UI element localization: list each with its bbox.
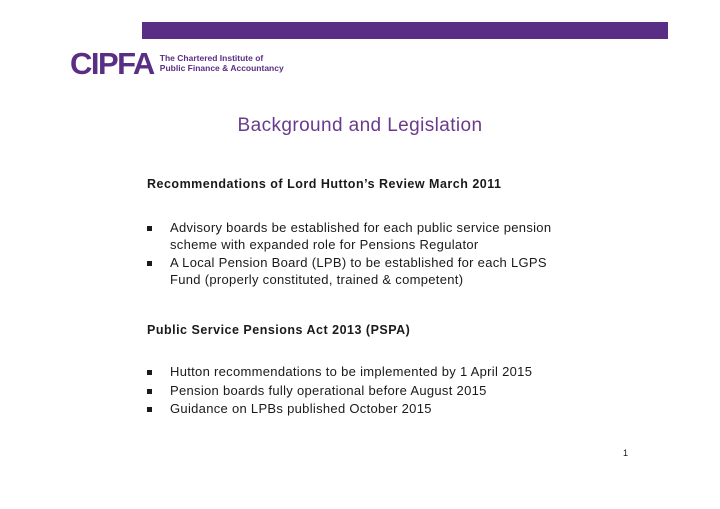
bullet-list-hutton-review	[147, 220, 567, 290]
bullet-text: Guidance on LPBs published October 2015	[170, 401, 432, 416]
section-heading-hutton-review: Recommendations of Lord Hutton’s Review March 2011	[147, 177, 502, 191]
bullet-text: Hutton recommendations to be implemented by 1 April 2015	[170, 364, 533, 379]
bullet-icon	[147, 226, 152, 231]
bullet-list-pspa	[147, 364, 567, 420]
bullet-icon	[147, 261, 152, 266]
section-heading-pspa: Public Service Pensions Act 2013 (PSPA)	[147, 323, 411, 337]
list-item	[147, 383, 567, 400]
logo-tagline-line2: Public Finance & Accountancy	[159, 63, 284, 73]
cipfa-logo	[70, 46, 284, 80]
logo-tagline	[160, 53, 284, 73]
list-item	[147, 255, 567, 288]
bullet-icon	[147, 407, 152, 412]
list-item	[147, 364, 567, 381]
logo-mark: CIPFA	[70, 45, 154, 81]
bullet-icon	[147, 389, 152, 394]
bullet-text: Advisory boards be established for each public service pension scheme with expanded role for Pensions Regulator	[170, 220, 552, 252]
logo-tagline-line1: The Chartered Institute of	[159, 53, 264, 63]
list-item	[147, 401, 567, 418]
list-item	[147, 220, 567, 253]
bullet-text: A Local Pension Board (LPB) to be established for each LGPS Fund (properly constituted, trained & competent)	[170, 255, 547, 287]
page-number: 1	[623, 448, 629, 458]
header-bar	[142, 22, 668, 39]
bullet-icon	[147, 370, 152, 375]
slide-title: Background and Legislation	[237, 115, 483, 136]
bullet-text: Pension boards fully operational before August 2015	[170, 382, 487, 398]
